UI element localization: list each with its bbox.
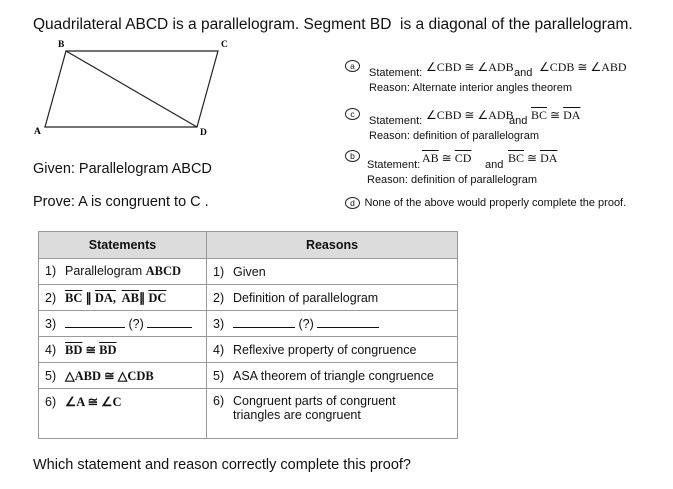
statement-bold: ABCD (145, 264, 182, 278)
row-number: 3) (213, 316, 225, 331)
label-b: B (58, 40, 65, 50)
option-a-badge[interactable]: a (345, 60, 360, 72)
reason-text-line-1: Congruent parts of congruent (233, 394, 396, 408)
reason-text: Definition of parallelogram (233, 290, 379, 305)
option-b-conj: and (485, 159, 504, 171)
segment: $\overline{BD}$ (65, 342, 83, 357)
option-b-segments-2 (508, 151, 557, 166)
reason-cell (207, 259, 458, 285)
reason-text: ASA theorem of triangle congruence (233, 368, 434, 383)
row-number: 5) (45, 368, 57, 383)
blank-line (317, 326, 379, 328)
segment: $\overline{BC}$ (65, 290, 83, 305)
table-row (39, 311, 458, 337)
option-a[interactable] (345, 56, 360, 74)
option-b-cong2: ≅ (527, 151, 538, 165)
reason-cell (207, 285, 458, 311)
reason-placeholder: (?) (298, 316, 314, 331)
option-b-seg4: $\overline{DA}$ (540, 151, 558, 165)
option-b-seg1: $\overline{AB}$ (422, 151, 439, 165)
option-d-text: None of the above would properly complete the proof. (364, 197, 627, 209)
option-b-cong1: ≅ (441, 151, 452, 165)
option-c-cong: ≅ (550, 108, 561, 122)
row-number: 5) (213, 368, 225, 383)
label-c: C (221, 40, 228, 50)
option-b-statement-label: Statement: (367, 159, 421, 171)
option-c-seg1: $\overline{BC}$ (531, 108, 548, 122)
proof-table (38, 231, 458, 439)
congruent-symbol: ≅ (85, 342, 96, 357)
row-number: 1) (45, 264, 57, 278)
statement-cell (39, 389, 207, 439)
parallel-symbol: ∥ (139, 290, 146, 305)
blank-line (147, 326, 192, 328)
header-reasons: Reasons (207, 232, 458, 259)
title-part-3: is a diagonal of the parallelogram. (400, 16, 633, 33)
question-text: Which statement and reason correctly complete this proof? (33, 457, 411, 473)
reason-text: Given (233, 264, 266, 279)
table-row (39, 337, 458, 363)
option-b-reason: Reason: definition of parallelogram (367, 174, 537, 186)
reason-text: Reflexive property of congruence (233, 342, 417, 357)
statement-text: △ABD ≅ △CDB (65, 368, 154, 383)
table-row (39, 259, 458, 285)
title-part-1: Quadrilateral ABCD is a parallelogram. (33, 16, 300, 33)
blank-line (65, 326, 125, 328)
reason-cell (207, 337, 458, 363)
option-d[interactable] (345, 193, 626, 211)
statement-text: Parallelogram (65, 264, 146, 278)
option-c-reason: Reason: definition of parallelogram (369, 130, 539, 142)
parallel-symbol: ∥ (85, 290, 92, 305)
reason-cell (207, 311, 458, 337)
option-b-segments-1 (422, 151, 471, 166)
option-b[interactable] (345, 146, 360, 164)
option-a-statement-label: Statement: (369, 67, 423, 79)
statement-placeholder: (?) (128, 316, 144, 331)
statement-cell (39, 337, 207, 363)
option-b-seg3: $\overline{BC}$ (508, 151, 525, 165)
row-number: 6) (213, 394, 225, 408)
segment: $\overline{AB}$ (121, 290, 139, 305)
option-c[interactable] (345, 104, 360, 122)
segment: $\overline{DC}$ (148, 290, 167, 305)
parallelogram-figure (30, 36, 240, 141)
option-c-statement-label: Statement: (369, 115, 423, 127)
prove-suffix: . (200, 194, 209, 210)
prove-prefix: Prove: A is congruent to C (33, 194, 201, 210)
row-number: 1) (213, 264, 225, 279)
statement-cell (39, 363, 207, 389)
option-c-seg2: $\overline{DA}$ (563, 108, 581, 122)
statement-cell (39, 259, 207, 285)
option-c-expr1: ∠CBD ≅ ∠ADB (426, 108, 514, 122)
option-d-badge[interactable]: d (345, 197, 360, 209)
diagonal-bd (66, 51, 197, 127)
option-a-expr2: ∠CDB ≅ ∠ABD (539, 60, 627, 74)
segment: $\overline{BD}$ (99, 342, 117, 357)
segment: DA, (94, 290, 117, 305)
option-a-conj: and (514, 67, 533, 79)
table-row (39, 363, 458, 389)
blank-line (233, 326, 295, 328)
title-part-2: Segment BD (303, 16, 392, 33)
label-a: A (34, 127, 41, 137)
table-row (39, 285, 458, 311)
option-b-seg2: $\overline{CD}$ (454, 151, 472, 165)
option-c-conj: and (509, 115, 528, 127)
statement-text: ∠A ≅ ∠C (65, 395, 122, 409)
option-a-reason: Reason: Alternate interior angles theorem (369, 82, 573, 94)
option-c-badge[interactable]: c (345, 108, 360, 120)
table-row (39, 389, 458, 439)
header-statements: Statements (39, 232, 207, 259)
row-number: 4) (45, 342, 57, 357)
reason-text-line-2: triangles are congruent (233, 408, 361, 422)
row-number: 2) (45, 290, 57, 305)
reason-cell (207, 389, 458, 439)
statement-cell (39, 311, 207, 337)
prove-text (33, 194, 209, 210)
label-d: D (200, 128, 207, 138)
row-number: 3) (45, 316, 57, 331)
statement-cell (39, 285, 207, 311)
row-number: 6) (45, 395, 57, 409)
reason-cell (207, 363, 458, 389)
problem-title (33, 16, 633, 34)
row-number: 2) (213, 290, 225, 305)
table-header-row (39, 232, 458, 259)
option-c-segments (531, 108, 580, 123)
row-number: 4) (213, 342, 225, 357)
given-text: Given: Parallelogram ABCD (33, 161, 212, 177)
option-b-badge[interactable]: b (345, 150, 360, 162)
option-a-expr1: ∠CBD ≅ ∠ADB (426, 60, 514, 74)
